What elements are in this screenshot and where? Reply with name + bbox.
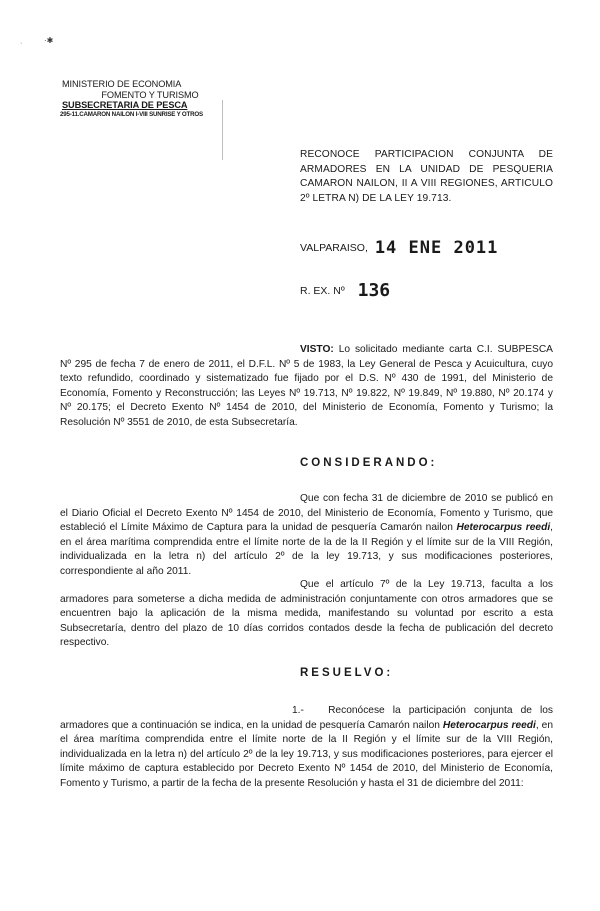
visto-paragraph (60, 343, 553, 431)
species-name: Heterocarpus reedi (456, 522, 551, 534)
considerando-text: Que el artículo 7º de la Ley 19.713, faculta a los armadores para someterse a dicha medida de administración conjuntamente con otros armadores que se encuentren bajo la aplicación de la misma medida, manifestando su voluntad por escrito a esta Subsecretaría, dentro del plazo de 10 días corridos contados desde la fecha de publicación del decreto respectivo. (60, 579, 553, 649)
ministry-subname: FOMENTO Y TURISMO (101, 89, 199, 100)
date-stamp: 14 ENE 2011 (374, 238, 499, 258)
species-name: Heterocarpus reedi (442, 719, 536, 731)
rex-number: 136 (357, 280, 391, 301)
item-number: 1.- (292, 705, 304, 716)
ministry-letterhead (60, 79, 240, 119)
considerando-paragraph-1 (60, 492, 553, 580)
considerando-text: , en el área marítima comprendida entre el límite norte de la de la II Región y el límite sur de la VIII Región, individualizada en la letra n) del artículo 2º de la ley 19.713, y sus modificaciones posteriores, correspondiente al año 2011. (60, 522, 553, 577)
visto-label: VISTO: (300, 344, 334, 355)
resuelvo-text: Reconócese la participación conjunta de los armadores que a continuación se indica, en la unidad de pesquería Camarón nailon (60, 705, 554, 731)
resuelvo-heading: RESUELVO: (300, 667, 394, 679)
resuelvo-text: , en el área marítima comprendida entre el límite norte de la II Región y el límite sur de la VIII Región, individualizada en la letra n) del artículo 2º de la ley 19.713, y sus modificaciones posteriores, para ejercer el límite máximo de captura establecido por Decreto Exento Nº 1454 de 2010, del Ministerio de Economía, Fomento y Turismo, a partir de la fecha de la presente Resolución y hasta el 31 de diciembre del 2011: (60, 719, 553, 789)
resolution-number-line (300, 280, 390, 301)
considerando-paragraph-2 (60, 578, 553, 651)
resuelvo-item-1 (60, 704, 553, 792)
scan-speck: · (20, 40, 23, 47)
place: VALPARAISO, (300, 242, 368, 254)
scan-speck: ·✱ (44, 36, 54, 45)
visto-text: Lo solicitado mediante carta C.I. SUBPESCA Nº 295 de fecha 7 de enero de 2011, el D.F.L. Nº 5 de 1983, la Ley General de Pesca y Acuicultura, cuyo texto refundido, coordinado y sistematizado fue fijado por el D.S. Nº 430 de 1991, del Ministerio de Economía, Fomento y Reconstrucción; las Leyes Nº 19.713, Nº 19.822, Nº 19.849, Nº 19.880, Nº 20.174 y Nº 20.175; el Decreto Exento Nº 1454 de 2010, del Ministerio de Economía, Fomento y Turismo; la Resolución Nº 3551 de 2010, de esta Subsecretaría. (60, 344, 553, 428)
undersecretariat-name: SUBSECRETARIA DE PESCA (62, 100, 188, 110)
considerando-text: Que con fecha 31 de diciembre de 2010 se publicó en el Diario Oficial el Decreto Exento Nº 1454 de 2010, del Ministerio de Economía, Fomento y Turismo, que estableció el Límite Máximo de Captura para la unidad de pesquería Camarón nailon (60, 493, 553, 534)
rex-label: R. EX. Nº (300, 285, 345, 297)
considerando-heading: CONSIDERANDO: (300, 457, 438, 469)
ministry-name: MINISTERIO DE ECONOMIA (62, 79, 182, 89)
stamp-mark (222, 100, 241, 160)
document-subject: RECONOCE PARTICIPACION CONJUNTA DE ARMADORES EN LA UNIDAD DE PESQUERIA CAMARON NAILON, II A VIII REGIONES, ARTICULO 2º LETRA N) DE LA LEY 19.713. (300, 149, 553, 204)
place-date-line (300, 238, 560, 258)
file-reference: 295-11.CAMARON NAILON I-VIII SUNRISE Y OTROS (60, 110, 203, 118)
